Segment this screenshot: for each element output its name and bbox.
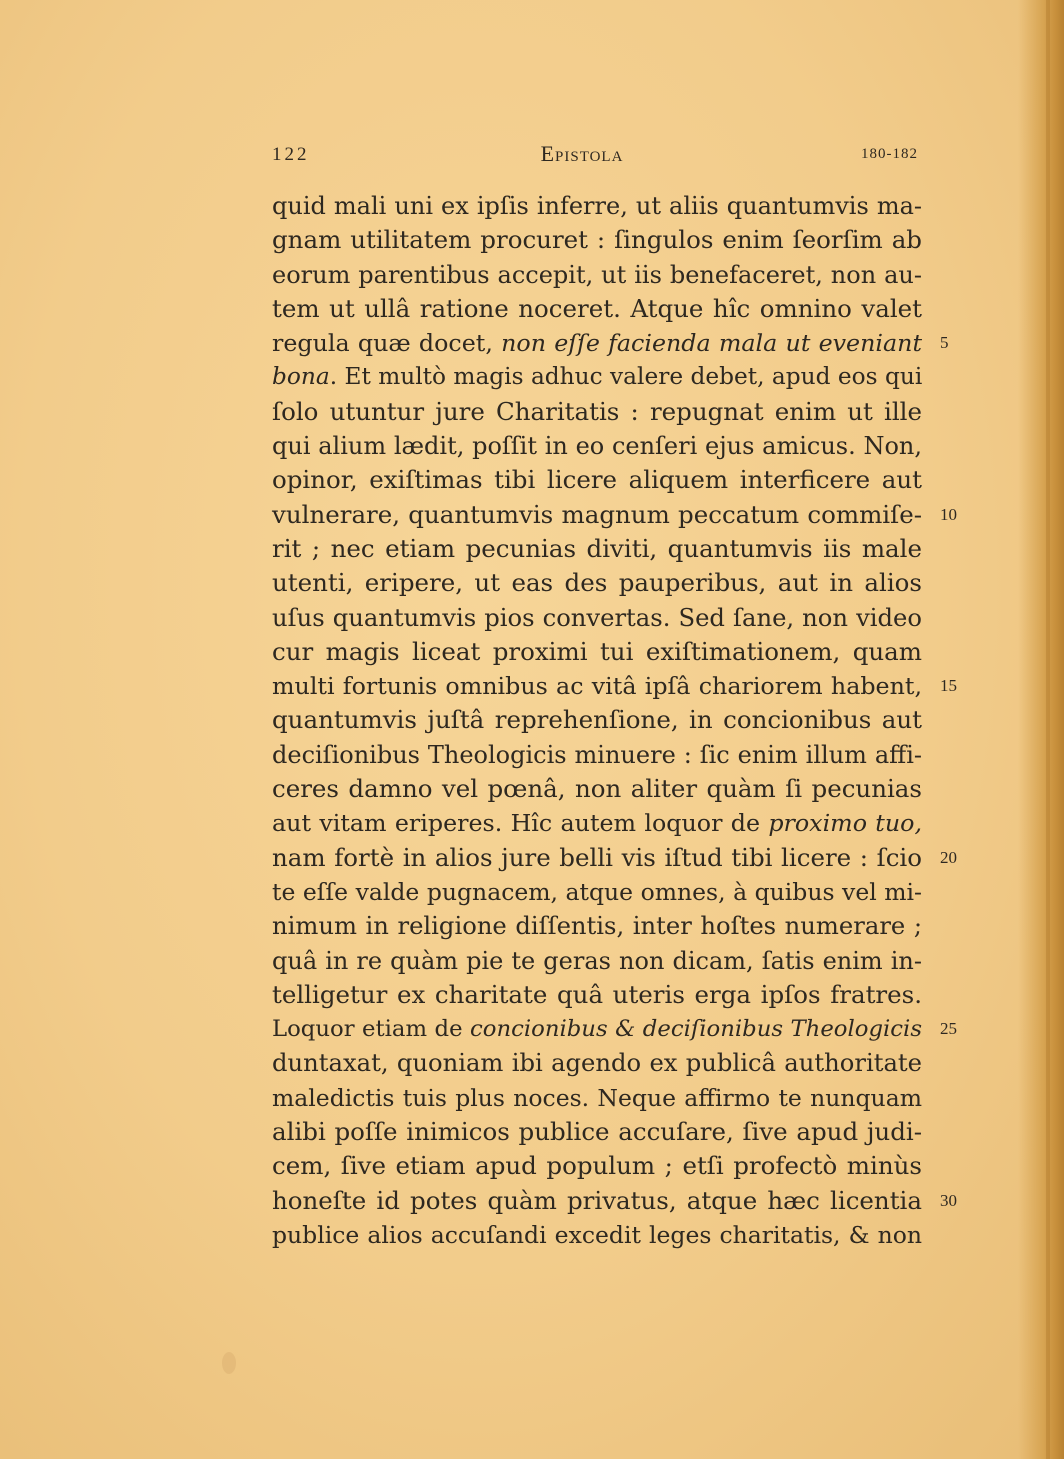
text-line: [272, 223, 922, 257]
text-roman: vulnerare, quantumvis magnum peccatum commiſe-: [272, 499, 922, 529]
text-roman: nimum in religione diſſentis, inter hoſtes numerare ;: [272, 911, 922, 941]
text-line: [272, 738, 922, 772]
text-line: [272, 566, 922, 600]
page-number: 122: [272, 144, 310, 165]
text-roman: ceres damno vel pœnâ, non aliter quàm ſi pecunias: [272, 774, 922, 804]
text-line: [272, 875, 922, 909]
text-line: [272, 463, 922, 497]
text-roman: regula quæ docet,: [272, 329, 502, 358]
text-line: [272, 395, 922, 429]
page-edge: [1018, 0, 1064, 1459]
text-roman: publice alios accuſandi excedit leges charitatis, & non: [272, 1220, 922, 1249]
text-line: [272, 1184, 922, 1218]
margin-line-number: 15: [940, 676, 957, 696]
text-roman: deciſionibus Theologicis minuere : ſic enim illum affi-: [272, 740, 922, 769]
text-line: [272, 189, 922, 223]
margin-line-number: 25: [940, 1019, 957, 1039]
text-roman: . Et multò magis adhuc valere debet, apud eos qui: [329, 363, 923, 391]
text-line: [272, 806, 922, 840]
text-roman: gnam utilitatem procuret : ſingulos enim ſeorſim ab: [272, 225, 922, 255]
text-line: [272, 1081, 922, 1115]
text-roman: rit ; nec etiam pecunias diviti, quantumvis iis male: [272, 533, 922, 563]
text-roman: alibi poſſe inimicos publice accuſare, ſive apud judi-: [272, 1117, 922, 1147]
text-line: [272, 429, 922, 463]
text-line: [272, 1149, 922, 1183]
text-line: [272, 1046, 922, 1080]
paper-spot: [222, 1352, 236, 1374]
text-roman: te eſſe valde pugnacem, atque omnes, à quibus vel mi-: [272, 877, 922, 906]
text-line: [272, 669, 922, 703]
text-line: [272, 601, 922, 635]
text-roman: cur magis liceat proximi tui exiſtimationem, quam: [272, 636, 922, 666]
text-roman: nam fortè in alios jure belli vis iſtud tibi licere : ſcio: [272, 842, 922, 872]
text-roman: quantumvis juſtâ reprehenſione, in concionibus aut: [272, 705, 922, 735]
text-line: [272, 292, 922, 326]
text-italic: concionibus & deciſionibus Theologicis: [470, 1016, 922, 1043]
text-line: [272, 978, 922, 1012]
text-line: [272, 944, 922, 978]
page-edge-shadow: [1046, 0, 1050, 1459]
section-range: 180-182: [861, 146, 918, 162]
text-roman: maledictis tuis plus noces. Neque affirmo te nunquam: [272, 1083, 922, 1112]
text-roman: multi fortunis omnibus ac vitâ ipſâ chariorem habent,: [272, 672, 922, 701]
text-roman: quâ in re quàm pie te geras non dicam, ſatis enim in-: [272, 946, 922, 975]
text-roman: Loquor etiam de: [272, 1016, 471, 1043]
body-text: [272, 189, 922, 1252]
text-roman: eorum parentibus accepit, ut iis benefaceret, non au-: [272, 260, 922, 289]
text-roman: utenti, eripere, ut eas des pauperibus, aut in alios: [272, 568, 922, 598]
text-italic: non eſſe facienda mala ut eveniant: [501, 329, 922, 358]
text-line: [272, 703, 922, 737]
text-line: [272, 360, 922, 394]
text-line: [272, 532, 922, 566]
text-line: [272, 258, 922, 292]
running-head: [272, 141, 918, 171]
text-line: [272, 909, 922, 943]
text-roman: qui alium lædit, poſſit in eo cenſeri ejus amicus. Non,: [272, 432, 922, 461]
margin-line-number: 30: [940, 1190, 957, 1210]
text-line: [272, 326, 922, 360]
text-roman: honeſte id potes quàm privatus, atque hæc licentia: [272, 1185, 922, 1215]
text-roman: uſus quantumvis pios convertas. Sed ſane, non video: [272, 602, 922, 632]
text-line: [272, 1218, 922, 1252]
text-line: [272, 1115, 922, 1149]
text-line: [272, 1012, 922, 1046]
margin-line-number: 10: [940, 504, 957, 524]
text-roman: opinor, exiſtimas tibi licere aliquem interficere aut: [272, 465, 922, 495]
text-roman: quid mali uni ex ipſis inferre, ut aliis quantumvis ma-: [272, 192, 922, 220]
text-roman: duntaxat, quoniam ibi agendo ex publicâ authoritate: [272, 1048, 922, 1078]
text-italic: bona: [272, 363, 330, 391]
text-roman: aut vitam eriperes. Hîc autem loquor de: [272, 809, 769, 838]
margin-line-number: 5: [940, 333, 949, 353]
text-roman: tem ut ullâ ratione noceret. Atque hîc omnino valet: [272, 293, 922, 323]
text-roman: cem, ſive etiam apud populum ; etſi profectò minùs: [272, 1151, 922, 1181]
text-roman: ſolo utuntur jure Charitatis : repugnat enim ut ille: [272, 396, 922, 426]
margin-line-number: 20: [940, 847, 957, 867]
text-line: [272, 772, 922, 806]
text-line: [272, 841, 922, 875]
text-line: [272, 635, 922, 669]
text-roman: telligetur ex charitate quâ uteris erga ipſos fratres.: [272, 979, 922, 1009]
text-italic: proximo tuo,: [768, 809, 922, 838]
running-title: Epistola: [540, 141, 624, 166]
text-line: [272, 498, 922, 532]
